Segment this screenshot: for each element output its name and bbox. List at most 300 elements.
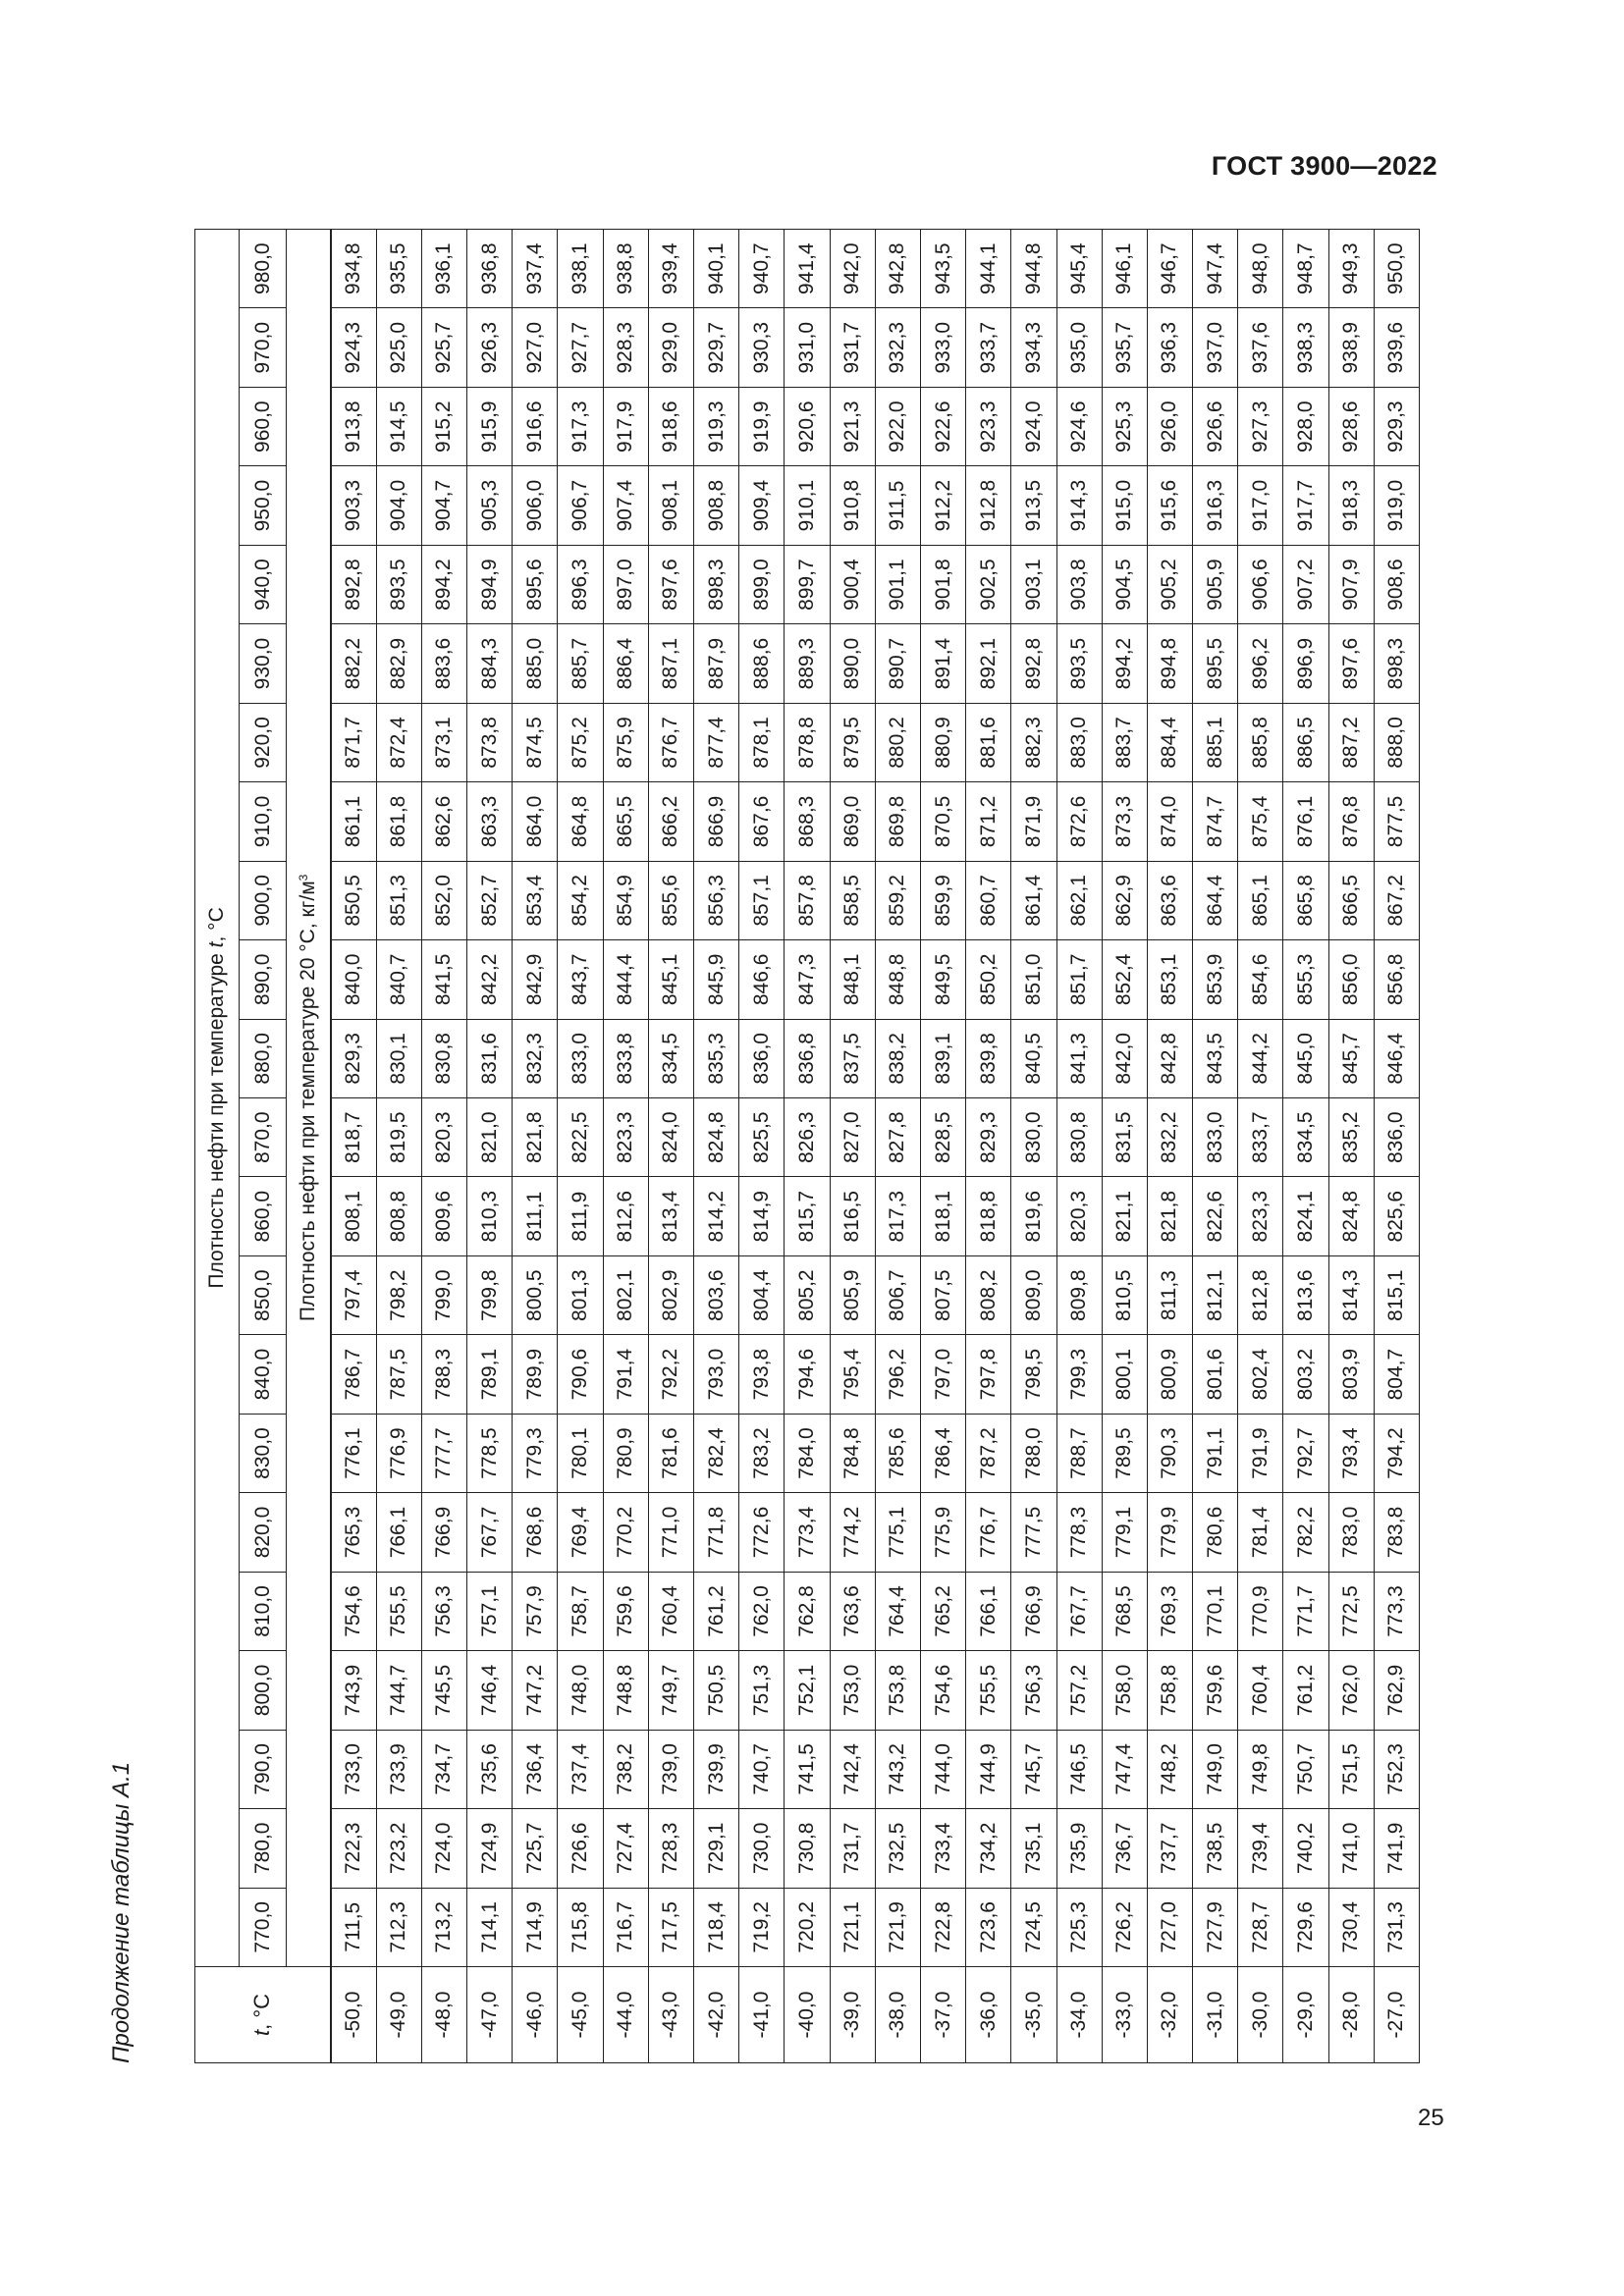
density-cell: 850,2 <box>966 940 1011 1019</box>
density-cell: 791,9 <box>1238 1414 1283 1492</box>
density-cell: 847,3 <box>785 940 830 1019</box>
density-cell: 820,3 <box>1056 1177 1102 1255</box>
density-cell: 896,3 <box>558 545 603 623</box>
density-cell: 871,7 <box>331 703 377 781</box>
density-cell: 797,0 <box>920 1335 965 1414</box>
density-cell: 862,1 <box>1056 861 1102 939</box>
density-cell: 937,0 <box>1193 308 1238 387</box>
density-cell: 878,8 <box>785 703 830 781</box>
temperature-cell: -31,0 <box>1193 1967 1238 2063</box>
density-cell: 890,0 <box>830 624 875 703</box>
density-cell: 863,6 <box>1147 861 1192 939</box>
density-cell: 837,5 <box>830 1019 875 1097</box>
density-cell: 885,0 <box>513 624 558 703</box>
density-cell: 924,0 <box>1011 387 1056 465</box>
density-cell: 717,5 <box>648 1888 693 1966</box>
density-cell: 768,6 <box>513 1493 558 1572</box>
column-header: 820,0 <box>240 1493 287 1572</box>
density-cell: 915,0 <box>1102 466 1147 545</box>
density-cell: 903,1 <box>1011 545 1056 623</box>
density-cell: 852,4 <box>1102 940 1147 1019</box>
density-cell: 910,1 <box>785 466 830 545</box>
density-cell: 908,8 <box>694 466 739 545</box>
density-cell: 810,3 <box>467 1177 513 1255</box>
density-cell: 909,4 <box>739 466 785 545</box>
density-at-t-variable: t <box>205 941 228 948</box>
density-cell: 786,7 <box>331 1335 377 1414</box>
temperature-column-header <box>195 1967 331 2063</box>
density-cell: 935,7 <box>1102 308 1147 387</box>
density-cell: 859,2 <box>875 861 920 939</box>
density-cell: 818,7 <box>331 1098 377 1177</box>
density-cell: 766,9 <box>421 1493 466 1572</box>
density-cell: 933,0 <box>920 308 965 387</box>
temperature-cell: -49,0 <box>376 1967 421 2063</box>
temperature-cell: -40,0 <box>785 1967 830 2063</box>
density-cell: 842,8 <box>1147 1019 1192 1097</box>
density-cell: 877,5 <box>1374 782 1419 861</box>
density-cell: 775,1 <box>875 1493 920 1572</box>
density-cell: 914,5 <box>376 387 421 465</box>
density-cell: 829,3 <box>966 1098 1011 1177</box>
density-cell: 738,2 <box>603 1730 648 1808</box>
density-cell: 904,0 <box>376 466 421 545</box>
density-at-t-unit: , °C <box>205 907 228 942</box>
density-cell: 940,7 <box>739 229 785 308</box>
density-cell: 915,6 <box>1147 466 1192 545</box>
density-cell: 792,2 <box>648 1335 693 1414</box>
density-cell: 809,6 <box>421 1177 466 1255</box>
density-cell: 748,2 <box>1147 1730 1192 1808</box>
density-cell: 813,6 <box>1283 1255 1328 1334</box>
density-cell: 834,5 <box>1283 1098 1328 1177</box>
density-cell: 823,3 <box>1238 1177 1283 1255</box>
density-cell: 921,3 <box>830 387 875 465</box>
density-cell: 827,8 <box>875 1098 920 1177</box>
density-cell: 767,7 <box>467 1493 513 1572</box>
density-cell: 779,1 <box>1102 1493 1147 1572</box>
density-cell: 894,2 <box>421 545 466 623</box>
density-cell: 942,8 <box>875 229 920 308</box>
density-cell: 899,0 <box>739 545 785 623</box>
density-cell: 854,6 <box>1238 940 1283 1019</box>
temperature-cell: -47,0 <box>467 1967 513 2063</box>
density-cell: 927,3 <box>1238 387 1283 465</box>
column-header: 860,0 <box>240 1177 287 1255</box>
density-cell: 892,1 <box>966 624 1011 703</box>
density-cell: 808,2 <box>966 1255 1011 1334</box>
density-cell: 875,2 <box>558 703 603 781</box>
density-cell: 758,0 <box>1102 1651 1147 1730</box>
column-header-row <box>240 229 287 2062</box>
density-cell: 856,8 <box>1374 940 1419 1019</box>
density-cell: 725,3 <box>1056 1888 1102 1966</box>
density-table <box>194 229 1420 2063</box>
density-cell: 942,0 <box>830 229 875 308</box>
density-cell: 922,6 <box>920 387 965 465</box>
density-cell: 803,6 <box>694 1255 739 1334</box>
density-cell: 741,9 <box>1374 1809 1419 1888</box>
density-cell: 897,0 <box>603 545 648 623</box>
temperature-cell: -43,0 <box>648 1967 693 2063</box>
density-cell: 790,6 <box>558 1335 603 1414</box>
density-cell: 931,7 <box>830 308 875 387</box>
density-cell: 757,2 <box>1056 1651 1102 1730</box>
density-cell: 766,9 <box>1011 1572 1056 1650</box>
density-cell: 845,1 <box>648 940 693 1019</box>
density-cell: 844,4 <box>603 940 648 1019</box>
density-cell: 918,6 <box>648 387 693 465</box>
density-cell: 919,3 <box>694 387 739 465</box>
density-cell: 728,7 <box>1238 1888 1283 1966</box>
density-cell: 926,3 <box>467 308 513 387</box>
density-cell: 864,0 <box>513 782 558 861</box>
density-cell: 874,7 <box>1193 782 1238 861</box>
density-cell: 836,0 <box>739 1019 785 1097</box>
density-cell: 804,4 <box>739 1255 785 1334</box>
density-cell: 917,7 <box>1283 466 1328 545</box>
density-cell: 937,4 <box>513 229 558 308</box>
density-cell: 761,2 <box>1283 1651 1328 1730</box>
density-cell: 919,0 <box>1374 466 1419 545</box>
density-cell: 744,0 <box>920 1730 965 1808</box>
table-row <box>648 229 693 2062</box>
density-cell: 917,0 <box>1238 466 1283 545</box>
temperature-cell: -30,0 <box>1238 1967 1283 2063</box>
density-cell: 790,3 <box>1147 1414 1192 1492</box>
density-cell: 798,2 <box>376 1255 421 1334</box>
table-row <box>830 229 875 2062</box>
temperature-cell: -35,0 <box>1011 1967 1056 2063</box>
density-cell: 867,6 <box>739 782 785 861</box>
density-cell: 773,3 <box>1374 1572 1419 1650</box>
temperature-cell: -44,0 <box>603 1967 648 2063</box>
density-cell: 778,5 <box>467 1414 513 1492</box>
density-cell: 788,0 <box>1011 1414 1056 1492</box>
density-cell: 733,4 <box>920 1809 965 1888</box>
density-cell: 892,8 <box>1011 624 1056 703</box>
density-cell: 835,3 <box>694 1019 739 1097</box>
density-cell: 934,8 <box>331 229 377 308</box>
density-cell: 771,7 <box>1283 1572 1328 1650</box>
density-cell: 829,3 <box>331 1019 377 1097</box>
density-cell: 814,2 <box>694 1177 739 1255</box>
density-cell: 936,1 <box>421 229 466 308</box>
density-cell: 894,9 <box>467 545 513 623</box>
density-cell: 877,4 <box>694 703 739 781</box>
density-cell: 910,8 <box>830 466 875 545</box>
density-cell: 749,7 <box>648 1651 693 1730</box>
density-cell: 928,3 <box>603 308 648 387</box>
density-cell: 904,7 <box>421 466 466 545</box>
density-cell: 815,1 <box>1374 1255 1419 1334</box>
density-cell: 906,0 <box>513 466 558 545</box>
density-cell: 779,9 <box>1147 1493 1192 1572</box>
density-cell: 917,3 <box>558 387 603 465</box>
column-header: 780,0 <box>240 1809 287 1888</box>
density-cell: 762,0 <box>739 1572 785 1650</box>
density-cell: 714,9 <box>513 1888 558 1966</box>
density-cell: 713,2 <box>421 1888 466 1966</box>
density-cell: 782,4 <box>694 1414 739 1492</box>
density-cell: 883,7 <box>1102 703 1147 781</box>
table-row <box>1056 229 1102 2062</box>
density-cell: 801,3 <box>558 1255 603 1334</box>
density-cell: 865,1 <box>1238 861 1283 939</box>
column-header: 790,0 <box>240 1730 287 1808</box>
density-cell: 724,0 <box>421 1809 466 1888</box>
density-cell: 873,8 <box>467 703 513 781</box>
density-cell: 870,5 <box>920 782 965 861</box>
density-cell: 727,4 <box>603 1809 648 1888</box>
density-cell: 783,8 <box>1374 1493 1419 1572</box>
table-row <box>966 229 1011 2062</box>
density-cell: 875,9 <box>603 703 648 781</box>
density-cell: 871,9 <box>1011 782 1056 861</box>
density-cell: 729,1 <box>694 1809 739 1888</box>
density-cell: 722,3 <box>331 1809 377 1888</box>
density-cell: 722,8 <box>920 1888 965 1966</box>
density-cell: 929,3 <box>1374 387 1419 465</box>
density-cell: 901,1 <box>875 545 920 623</box>
density-cell: 935,0 <box>1056 308 1102 387</box>
density-cell: 843,7 <box>558 940 603 1019</box>
density-cell: 833,8 <box>603 1019 648 1097</box>
column-header: 920,0 <box>240 703 287 781</box>
density-cell: 827,0 <box>830 1098 875 1177</box>
density-cell: 774,2 <box>830 1493 875 1572</box>
density-cell: 842,0 <box>1102 1019 1147 1097</box>
density-cell: 901,8 <box>920 545 965 623</box>
density-cell: 895,5 <box>1193 624 1238 703</box>
density-cell: 926,6 <box>1193 387 1238 465</box>
density-cell: 872,4 <box>376 703 421 781</box>
density-cell: 855,6 <box>648 861 693 939</box>
density-cell: 784,8 <box>830 1414 875 1492</box>
density-cell: 776,9 <box>376 1414 421 1492</box>
density-cell: 715,8 <box>558 1888 603 1966</box>
density-cell: 944,1 <box>966 229 1011 308</box>
table-body <box>331 229 1420 2062</box>
density-cell: 938,1 <box>558 229 603 308</box>
density-cell: 792,7 <box>1283 1414 1328 1492</box>
density-cell: 886,4 <box>603 624 648 703</box>
density-cell: 808,8 <box>376 1177 421 1255</box>
density-cell: 842,9 <box>513 940 558 1019</box>
column-header: 940,0 <box>240 545 287 623</box>
column-header: 810,0 <box>240 1572 287 1650</box>
density-cell: 733,0 <box>331 1730 377 1808</box>
density-cell: 805,2 <box>785 1255 830 1334</box>
density-cell: 928,0 <box>1283 387 1328 465</box>
density-cell: 862,6 <box>421 782 466 861</box>
density-cell: 840,7 <box>376 940 421 1019</box>
rotated-table-block <box>108 230 1408 2063</box>
density-cell: 886,5 <box>1283 703 1328 781</box>
density-cell: 725,7 <box>513 1809 558 1888</box>
density-cell: 855,3 <box>1283 940 1328 1019</box>
density-cell: 780,6 <box>1193 1493 1238 1572</box>
density-cell: 861,1 <box>331 782 377 861</box>
density-cell: 938,3 <box>1283 308 1328 387</box>
density-cell: 745,7 <box>1011 1730 1056 1808</box>
density-cell: 915,9 <box>467 387 513 465</box>
column-header: 850,0 <box>240 1255 287 1334</box>
density-cell: 874,0 <box>1147 782 1192 861</box>
density-cell: 753,8 <box>875 1651 920 1730</box>
density-cell: 730,8 <box>785 1809 830 1888</box>
density-cell: 851,7 <box>1056 940 1102 1019</box>
density-cell: 892,8 <box>331 545 377 623</box>
density-cell: 778,3 <box>1056 1493 1102 1572</box>
density-cell: 830,0 <box>1011 1098 1056 1177</box>
density-cell: 811,1 <box>513 1177 558 1255</box>
density-cell: 811,9 <box>558 1177 603 1255</box>
density-cell: 848,1 <box>830 940 875 1019</box>
density-cell: 853,1 <box>1147 940 1192 1019</box>
column-header: 830,0 <box>240 1414 287 1492</box>
density-cell: 758,8 <box>1147 1651 1192 1730</box>
density-cell: 794,2 <box>1374 1414 1419 1492</box>
density-cell: 873,3 <box>1102 782 1147 861</box>
density-cell: 804,7 <box>1374 1335 1419 1414</box>
density-cell: 789,9 <box>513 1335 558 1414</box>
density-cell: 826,3 <box>785 1098 830 1177</box>
table-row <box>1328 229 1374 2062</box>
density-cell: 938,9 <box>1328 308 1374 387</box>
density-cell: 787,5 <box>376 1335 421 1414</box>
density-cell: 776,7 <box>966 1493 1011 1572</box>
t-unit: , °C <box>249 1993 275 2030</box>
density-cell: 793,4 <box>1328 1414 1374 1492</box>
density-cell: 839,8 <box>966 1019 1011 1097</box>
temperature-cell: -39,0 <box>830 1967 875 2063</box>
density-cell: 745,5 <box>421 1651 466 1730</box>
table-row <box>739 229 785 2062</box>
density-cell: 908,1 <box>648 466 693 545</box>
column-header: 980,0 <box>240 229 287 308</box>
density-cell: 780,1 <box>558 1414 603 1492</box>
density-cell: 733,9 <box>376 1730 421 1808</box>
temperature-cell: -50,0 <box>331 1967 377 2063</box>
density-cell: 867,2 <box>1374 861 1419 939</box>
density-cell: 943,5 <box>920 229 965 308</box>
density-cell: 871,2 <box>966 782 1011 861</box>
density-cell: 885,8 <box>1238 703 1283 781</box>
density-cell: 822,6 <box>1193 1177 1238 1255</box>
density-cell: 786,4 <box>920 1414 965 1492</box>
density-cell: 927,0 <box>513 308 558 387</box>
density-cell: 950,0 <box>1374 229 1419 308</box>
density-cell: 883,6 <box>421 624 466 703</box>
density-cell: 838,2 <box>875 1019 920 1097</box>
density-cell: 772,6 <box>739 1493 785 1572</box>
column-header: 800,0 <box>240 1651 287 1730</box>
document-code: ГОСТ 3900—2022 <box>1211 151 1437 181</box>
density-cell: 874,5 <box>513 703 558 781</box>
density-cell: 833,7 <box>1238 1098 1283 1177</box>
density-cell: 831,5 <box>1102 1098 1147 1177</box>
density-cell: 917,9 <box>603 387 648 465</box>
density-cell: 932,3 <box>875 308 920 387</box>
density-cell: 833,0 <box>558 1019 603 1097</box>
temperature-cell: -46,0 <box>513 1967 558 2063</box>
column-header: 870,0 <box>240 1098 287 1177</box>
density-cell: 817,3 <box>875 1177 920 1255</box>
density-cell: 878,1 <box>739 703 785 781</box>
density-cell: 811,3 <box>1147 1255 1192 1334</box>
density-cell: 913,5 <box>1011 466 1056 545</box>
density-cell: 845,9 <box>694 940 739 1019</box>
density-cell: 832,2 <box>1147 1098 1192 1177</box>
density-cell: 739,4 <box>1238 1809 1283 1888</box>
density-cell: 770,9 <box>1238 1572 1283 1650</box>
density-cell: 925,0 <box>376 308 421 387</box>
density-cell: 904,5 <box>1102 545 1147 623</box>
density-cell: 724,5 <box>1011 1888 1056 1966</box>
t-variable: t <box>249 2029 275 2037</box>
table-caption: Продолжение таблицы А.1 <box>108 1761 135 2063</box>
density-cell: 793,0 <box>694 1335 739 1414</box>
density-cell: 746,4 <box>467 1651 513 1730</box>
density-cell: 821,8 <box>513 1098 558 1177</box>
density-cell: 769,4 <box>558 1493 603 1572</box>
density-cell: 890,7 <box>875 624 920 703</box>
table-row <box>1374 229 1419 2062</box>
density-cell: 742,4 <box>830 1730 875 1808</box>
density-cell: 784,0 <box>785 1414 830 1492</box>
density-cell: 752,3 <box>1374 1730 1419 1808</box>
temperature-cell: -33,0 <box>1102 1967 1147 2063</box>
table-row <box>331 229 377 2062</box>
density-cell: 916,3 <box>1193 466 1238 545</box>
density-cell: 788,3 <box>421 1335 466 1414</box>
density-cell: 922,0 <box>875 387 920 465</box>
density-cell: 814,9 <box>739 1177 785 1255</box>
temperature-cell: -29,0 <box>1283 1967 1328 2063</box>
density-cell: 880,9 <box>920 703 965 781</box>
density-cell: 845,0 <box>1283 1019 1328 1097</box>
density-cell: 875,4 <box>1238 782 1283 861</box>
density-cell: 840,5 <box>1011 1019 1056 1097</box>
density-cell: 897,6 <box>1328 624 1374 703</box>
density-cell: 739,0 <box>648 1730 693 1808</box>
density-cell: 920,6 <box>785 387 830 465</box>
density-cell: 730,4 <box>1328 1888 1374 1966</box>
density-cell: 846,4 <box>1374 1019 1419 1097</box>
density-cell: 812,8 <box>1238 1255 1283 1334</box>
density-cell: 927,7 <box>558 308 603 387</box>
density-cell: 736,7 <box>1102 1809 1147 1888</box>
density-cell: 775,9 <box>920 1493 965 1572</box>
column-header: 930,0 <box>240 624 287 703</box>
table-row <box>1238 229 1283 2062</box>
density-cell: 852,0 <box>421 861 466 939</box>
density-cell: 884,4 <box>1147 703 1192 781</box>
density-cell: 841,5 <box>421 940 466 1019</box>
density-cell: 824,0 <box>648 1098 693 1177</box>
table-row <box>1102 229 1147 2062</box>
density-cell: 773,4 <box>785 1493 830 1572</box>
density-cell: 747,2 <box>513 1651 558 1730</box>
density-cell: 802,1 <box>603 1255 648 1334</box>
density-cell: 719,2 <box>739 1888 785 1966</box>
density-cell: 853,4 <box>513 861 558 939</box>
density-cell: 812,6 <box>603 1177 648 1255</box>
density-cell: 903,3 <box>331 466 377 545</box>
density-cell: 737,4 <box>558 1730 603 1808</box>
density-cell: 824,8 <box>694 1098 739 1177</box>
